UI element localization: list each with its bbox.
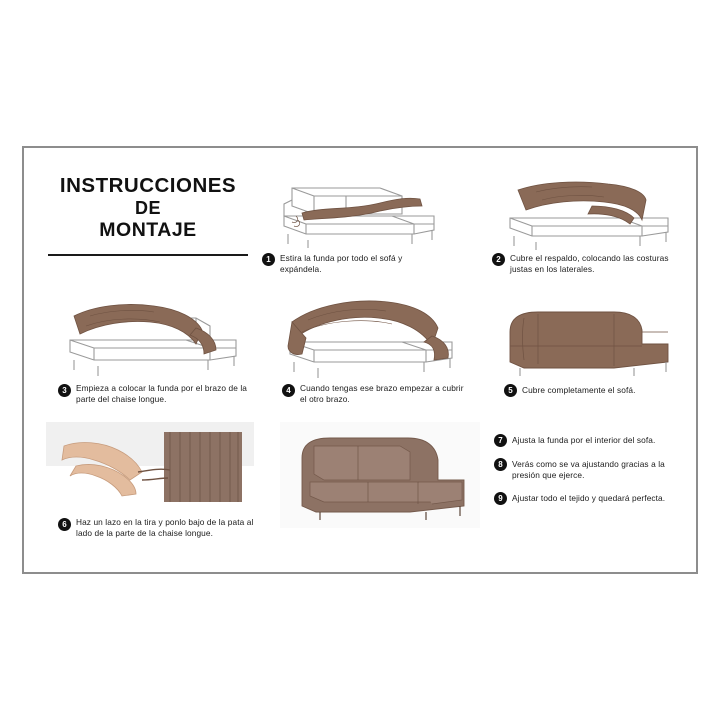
step-4-number: 4: [282, 384, 295, 397]
step-6-number: 6: [58, 518, 71, 531]
step-5: [494, 288, 684, 408]
step-7-number: 7: [494, 434, 507, 447]
step-9-number: 9: [494, 492, 507, 505]
page-title: [42, 174, 254, 242]
sheet-inner: [32, 156, 692, 568]
step-1: [262, 166, 442, 276]
step-6-caption: Haz un lazo en la tira y ponlo bajo de la pata al lado de la parte de la chaise longue.: [76, 517, 254, 539]
step-9-caption: Ajustar todo el tejido y quedará perfecta.: [512, 493, 666, 503]
step-5-number: 5: [504, 384, 517, 397]
step-7-caption: Ajusta la funda por el interior del sofa.: [512, 435, 656, 445]
step-3-caption: Empieza a colocar la funda por el brazo de la parte del chaise longue.: [76, 383, 247, 405]
title-line-2: DE: [134, 198, 161, 219]
step-4: [272, 288, 470, 408]
step-5-illustration: [494, 288, 684, 380]
step-6: [46, 422, 258, 554]
step-4-illustration: [272, 288, 470, 380]
step-8-number: 8: [494, 458, 507, 471]
step-5-caption: Cubre completamente el sofá.: [522, 385, 636, 395]
step-2-number: 2: [492, 253, 505, 266]
step-3: [46, 288, 250, 408]
step-3-illustration: [46, 288, 250, 380]
step-2: [492, 166, 684, 284]
title-divider: [48, 254, 248, 256]
step-1-illustration: [262, 166, 442, 252]
finished-sofa-photo: [280, 422, 480, 528]
final-photo: [280, 422, 480, 532]
step-8-caption: Verás como se va ajustando gracias a la presión que ejerce.: [512, 459, 665, 481]
title-line-1: INSTRUCCIONES: [59, 174, 237, 197]
step-2-caption: Cubre el respaldo, colocando las costuras justas en los laterales.: [510, 253, 669, 275]
step-6-photo: [46, 422, 254, 514]
step-2-illustration: [492, 166, 684, 252]
title-line-3: MONTAJE: [99, 219, 197, 242]
step-3-number: 3: [58, 384, 71, 397]
instruction-sheet: [22, 146, 698, 574]
step-1-number: 1: [262, 253, 275, 266]
step-1-caption: Estira la funda por todo el sofá y expándela.: [280, 253, 403, 275]
step-4-caption: Cuando tengas ese brazo empezar a cubrir el otro brazo.: [300, 383, 464, 405]
